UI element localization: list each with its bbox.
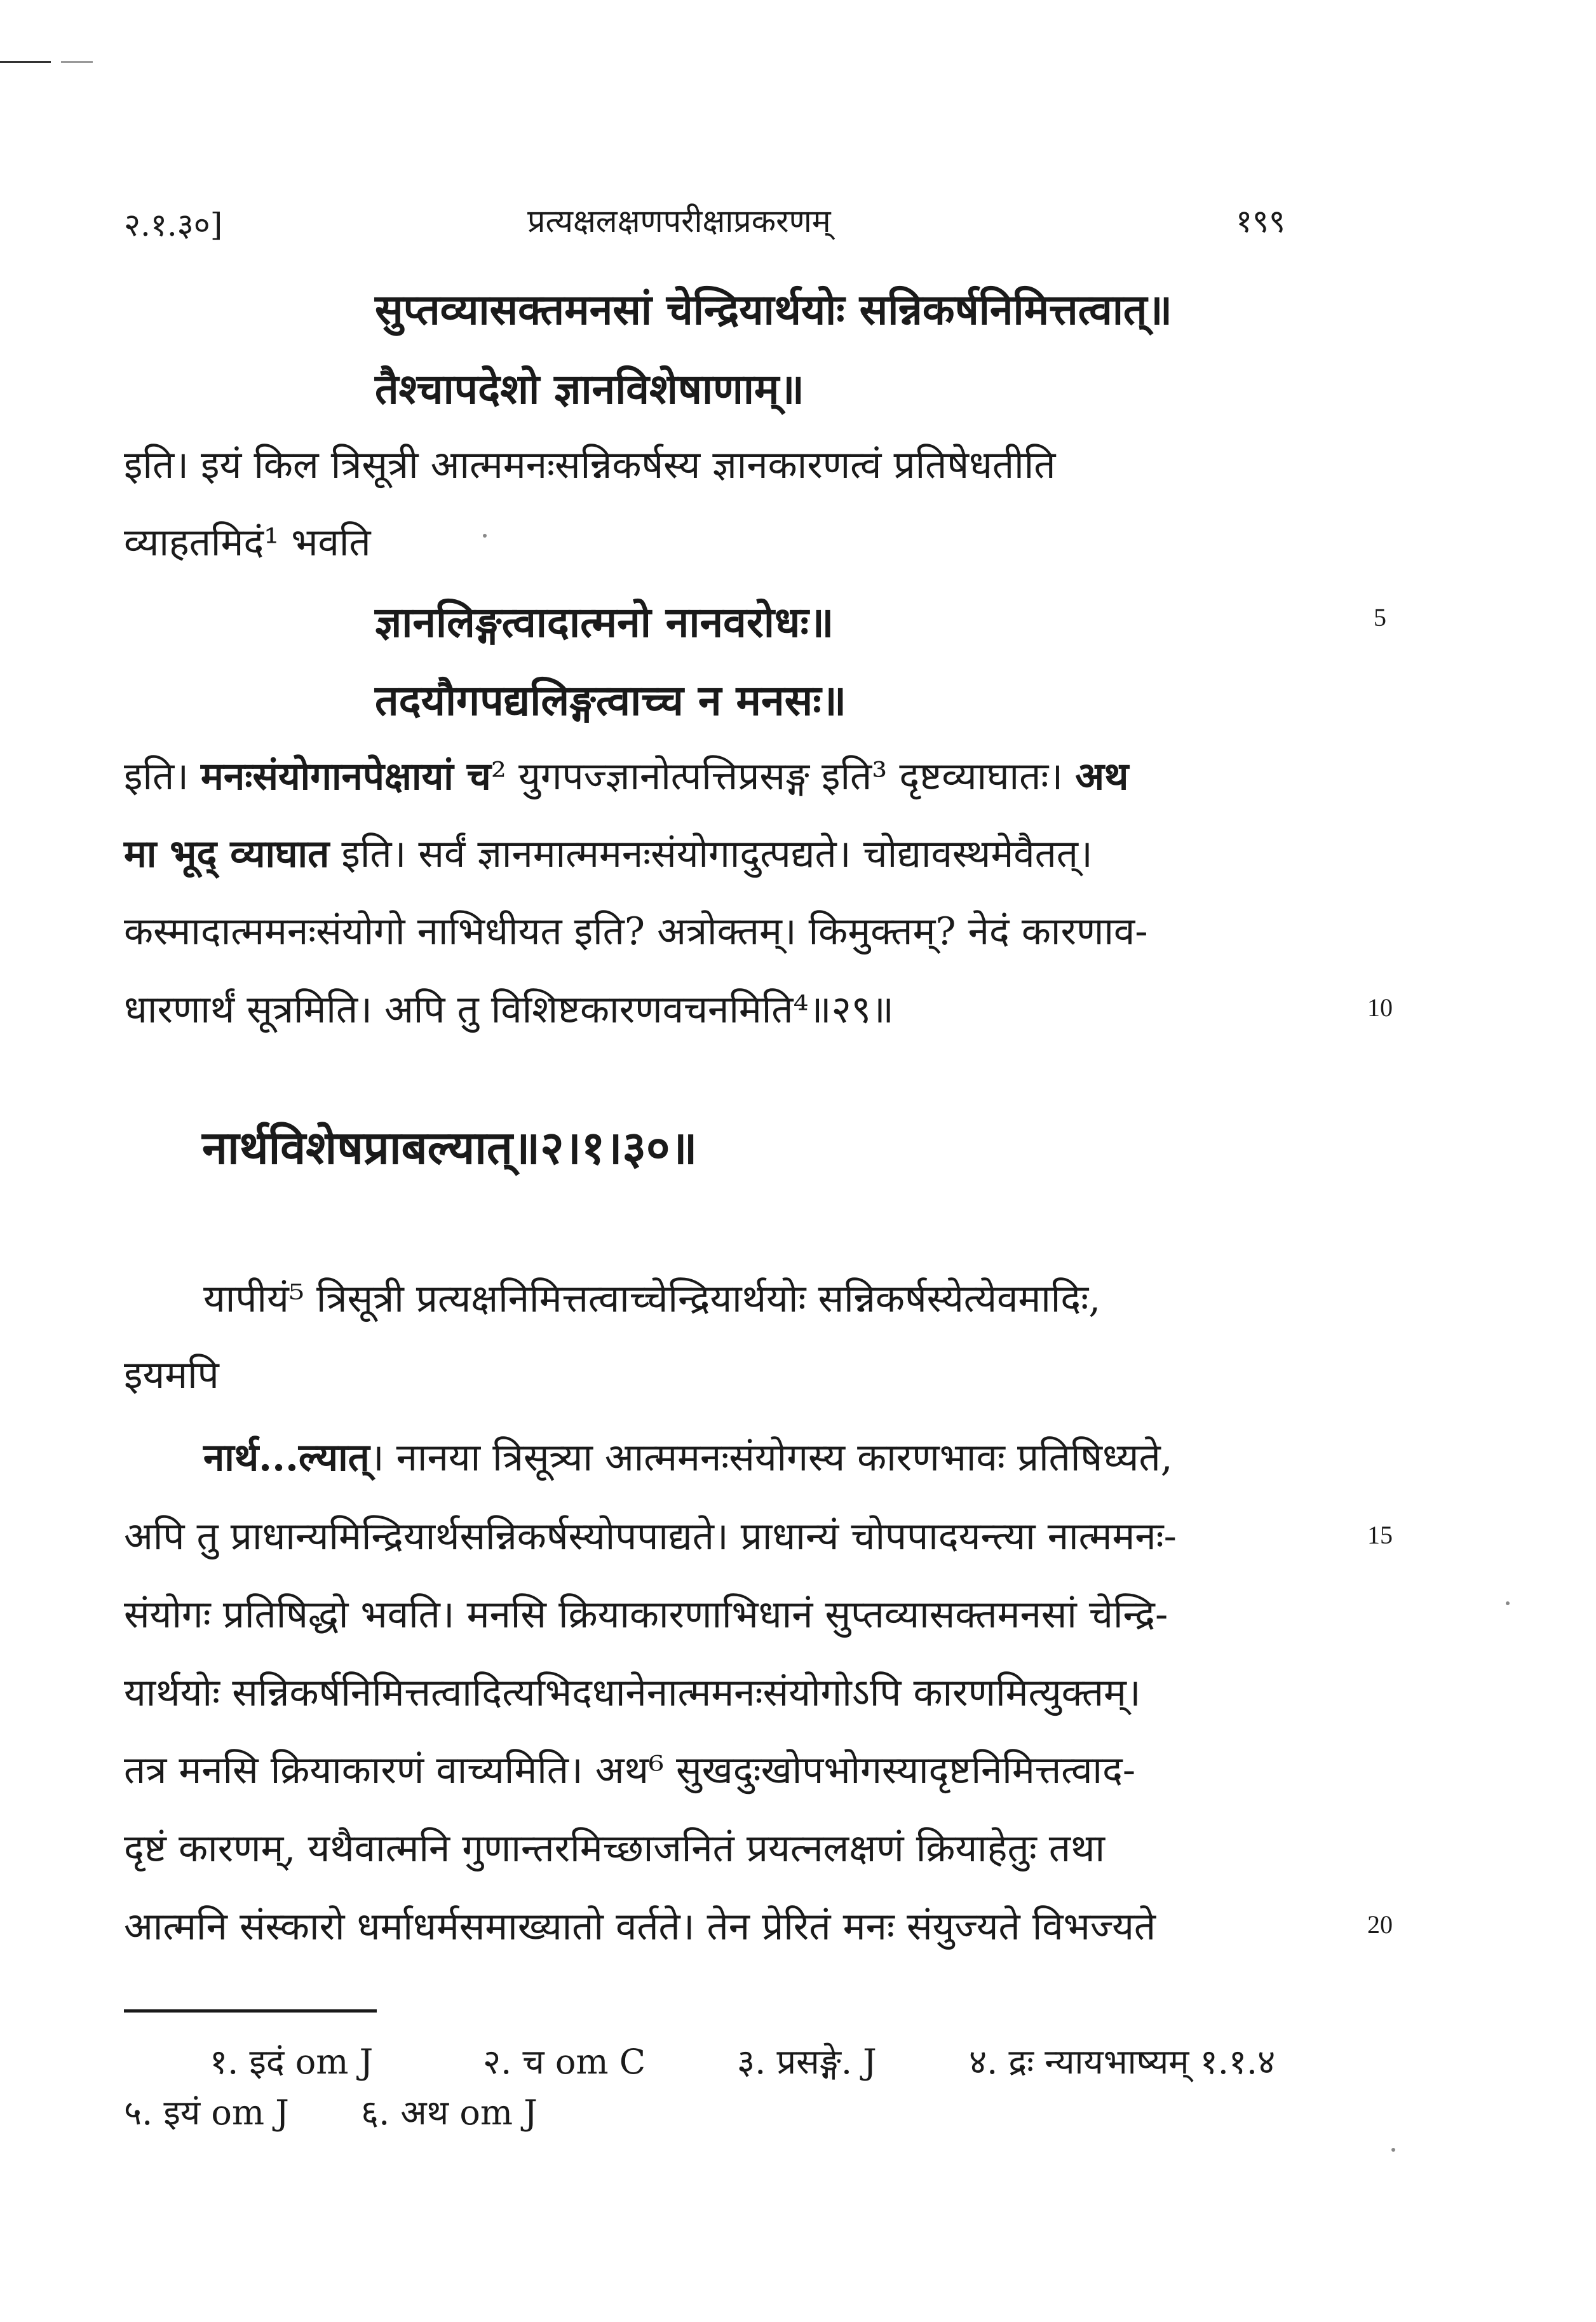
lemma: नार्थ...ल्यात्	[203, 1436, 370, 1480]
text-line: अपि तु प्राधान्यमिन्द्रियार्थसन्निकर्षस्योपपाद्यते। प्राधान्यं चोपपादयन्त्या नात्ममनः-	[124, 1514, 1177, 1559]
footnote: ५. इयं om J	[124, 2093, 289, 2133]
text-line: तत्र मनसि क्रियाकारणं वाच्यमिति। अथ⁶ सुखदुःखोपभोगस्यादृष्टनिमित्तत्वाद-	[124, 1748, 1136, 1793]
footnote: ६. अथ om J	[361, 2093, 538, 2133]
footnote: २. च om C	[483, 2042, 646, 2082]
lemma: अथ	[1075, 754, 1129, 799]
text-line: व्याहतमिदं¹ भवति	[124, 520, 371, 565]
scan-speck	[483, 534, 487, 538]
verse-line: सुप्तव्यासक्तमनसां चेन्द्रियार्थयोः सन्निकर्षनिमित्तत्वात्॥	[375, 285, 1173, 334]
footnote: ४. द्रः न्यायभाष्यम् १.१.४	[969, 2042, 1276, 2082]
header-section-ref: २.१.३०]	[124, 207, 223, 243]
line-number: 15	[1367, 1521, 1393, 1549]
text-line	[124, 749, 1128, 801]
line-number: 10	[1367, 993, 1393, 1022]
text-line: संयोगः प्रतिषिद्धो भवति। मनसि क्रियाकारणाभिधानं सुप्तव्यासक्तमनसां चेन्द्रि-	[124, 1592, 1168, 1637]
footnote: १. इदं om J	[210, 2042, 374, 2082]
scan-speck	[1391, 2148, 1395, 2152]
page-number: १९९	[1236, 203, 1285, 240]
text-line: आत्मनि संस्कारो धर्माधर्मसमाख्यातो वर्तते। तेन प्रेरितं मनः संयुज्यते विभज्यते	[124, 1904, 1156, 1949]
footnote-rule	[124, 2009, 377, 2013]
text-line	[124, 826, 1093, 878]
text-run: इति। सर्वं ज्ञानमात्ममनःसंयोगादुत्पद्यते। चोद्यावस्थमेवैतत्।	[329, 832, 1093, 876]
text-run: ² युगपज्ज्ञानोत्पत्तिप्रसङ्ग इति³ दृष्टव्याघातः।	[490, 754, 1076, 799]
text-line: इयमपि	[124, 1353, 219, 1397]
lemma: मनःसंयोगानपेक्षायां च	[201, 754, 491, 799]
verse-line: तदयौगपद्यलिङ्गत्वाच्च न मनसः॥	[375, 676, 847, 725]
scan-speck	[1506, 1601, 1510, 1605]
text-line: धारणार्थं सूत्रमिति। अपि तु विशिष्टकारणवचनमिति⁴॥२९॥	[124, 988, 894, 1032]
verse-line: तैश्चापदेशो ज्ञानविशेषाणाम्॥	[375, 364, 804, 414]
header-title: प्रत्यक्षलक्षणपरीक्षाप्रकरणम्	[527, 203, 831, 240]
scan-mark	[61, 61, 93, 63]
text-run: । नानया त्रिसूत्र्या आत्ममनःसंयोगस्य कारणभावः प्रतिषिध्यते,	[369, 1436, 1173, 1480]
lemma: मा भूद् व्याघात	[124, 832, 330, 876]
text-line: यार्थयोः सन्निकर्षनिमित्तत्वादित्यभिदधानेनात्ममनःसंयोगोऽपि कारणमित्युक्तम्।	[124, 1671, 1141, 1715]
text-line: दृष्टं कारणम्, यथैवात्मनि गुणान्तरमिच्छाजनितं प्रयत्नलक्षणं क्रियाहेतुः तथा	[124, 1826, 1105, 1871]
sutra-heading: नार्थविशेषप्राबल्यात्॥२।१।३०॥	[202, 1120, 698, 1174]
text-line: यापीयं⁵ त्रिसूत्री प्रत्यक्षनिमित्तत्वाच्चेन्द्रियार्थयोः सन्निकर्षस्येत्येवमादिः,	[203, 1277, 1101, 1321]
line-number: 20	[1367, 1910, 1393, 1939]
text-run: इति।	[124, 754, 201, 799]
text-line	[203, 1430, 1173, 1482]
footnote: ३. प्रसङ्गे. J	[737, 2042, 877, 2082]
line-number: 5	[1374, 603, 1386, 632]
verse-line: ज्ञानलिङ्गत्वादात्मनो नानवरोधः॥	[375, 597, 834, 647]
text-line: कस्मादात्ममनःसंयोगो नाभिधीयत इति? अत्रोक्तम्। किमुक्तम्? नेदं कारणाव-	[124, 909, 1148, 954]
scan-mark	[0, 61, 51, 63]
text-line: इति। इयं किल त्रिसूत्री आत्ममनःसन्निकर्षस्य ज्ञानकारणत्वं प्रतिषेधतीति	[124, 443, 1056, 487]
